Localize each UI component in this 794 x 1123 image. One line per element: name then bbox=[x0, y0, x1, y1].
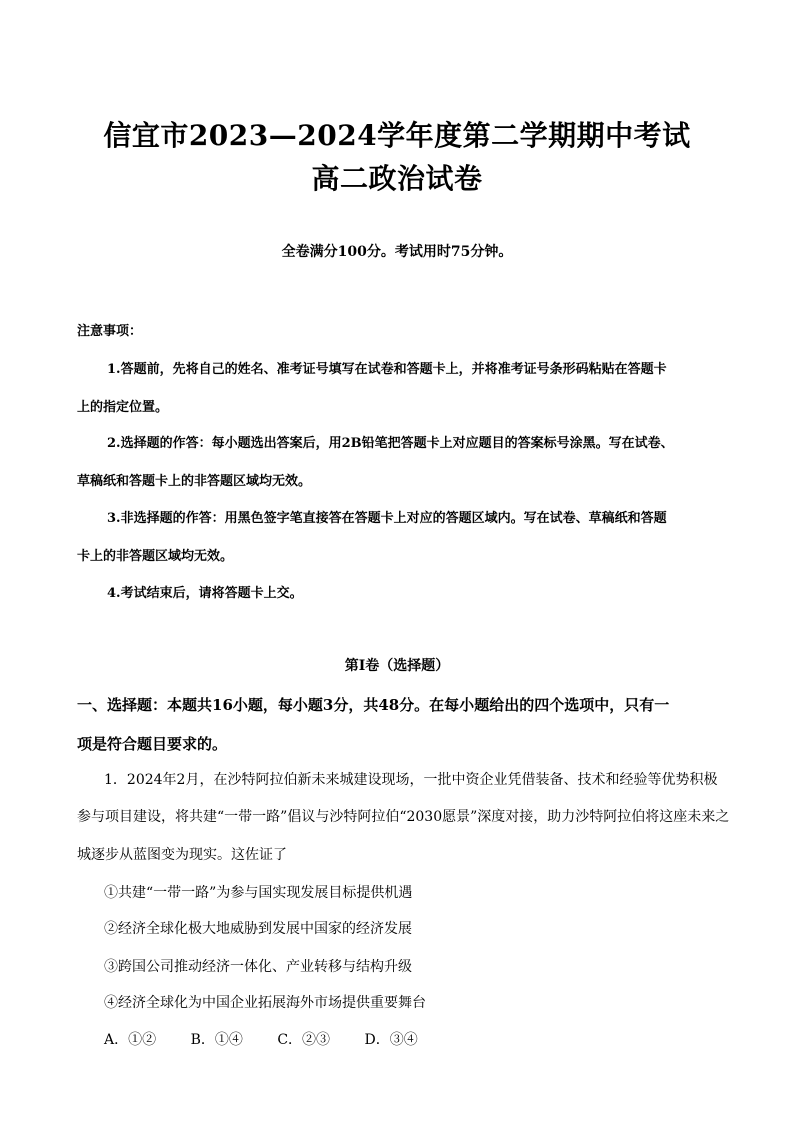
notice-line-5: 3.非选择题的作答：用黑色签字笔直接答在答题卡上对应的答题区域内。写在试卷、草稿纸和答题 bbox=[107, 511, 667, 526]
question-1-stem-line-1: 1．2024年2月，在沙特阿拉伯新未来城建设现场，一批中资企业凭借装备、技术和经验等优势积极 bbox=[104, 772, 718, 788]
exam-title: 信宜市2023—2024学年度第二学期期中考试 bbox=[103, 119, 691, 152]
exam-subtitle: 高二政治试卷 bbox=[311, 162, 483, 195]
notice-line-7: 4.考试结束后，请将答题卡上交。 bbox=[107, 586, 303, 601]
question-1-statement-2: ②经济全球化极大地威胁到发展中国家的经济发展 bbox=[104, 921, 412, 937]
option-d: D．③④ bbox=[364, 1032, 418, 1048]
option-b: B．①④ bbox=[190, 1032, 243, 1048]
question-1-statement-3: ③跨国公司推动经济一体化、产业转移与结构升级 bbox=[104, 959, 412, 975]
notice-line-6: 卡上的非答题区域均无效。 bbox=[77, 549, 234, 564]
notice-heading: 注意事项： bbox=[77, 324, 143, 339]
section-title: 第I卷（选择题） bbox=[344, 658, 450, 674]
notice-line-3: 2.选择题的作答：每小题选出答案后，用2B铅笔把答题卡上对应题目的答案标号涂黑。写在试卷、 bbox=[107, 436, 674, 451]
part-instruction-line-2: 项是符合题目要求的。 bbox=[77, 735, 228, 753]
part-instruction-line-1: 一、选择题：本题共16小题，每小题3分，共48分。在每小题给出的四个选项中，只有一 bbox=[77, 696, 670, 714]
option-c: C．②③ bbox=[277, 1032, 331, 1048]
question-1-statement-4: ④经济全球化为中国企业拓展海外市场提供重要舞台 bbox=[104, 995, 426, 1011]
question-1-stem-line-3: 城逐步从蓝图变为现实。这佐证了 bbox=[77, 847, 287, 863]
score-info: 全卷满分100分。考试用时75分钟。 bbox=[281, 244, 513, 260]
question-1-statement-1: ①共建“一带一路”为参与国实现发展目标提供机遇 bbox=[104, 885, 413, 901]
question-1-stem-line-2: 参与项目建设，将共建“一带一路”倡议与沙特阿拉伯“2030愿景”深度对接，助力沙特阿拉伯将这座未来之 bbox=[77, 809, 730, 825]
question-1-options bbox=[104, 1029, 448, 1049]
notice-line-4: 草稿纸和答题卡上的非答题区域均无效。 bbox=[77, 474, 312, 489]
notice-line-1: 1.答题前，先将自己的姓名、准考证号填写在试卷和答题卡上，并将准考证号条形码粘贴在答题卡 bbox=[107, 362, 667, 377]
notice-line-2: 上的指定位置。 bbox=[77, 400, 169, 415]
option-a: A．①② bbox=[104, 1032, 157, 1048]
